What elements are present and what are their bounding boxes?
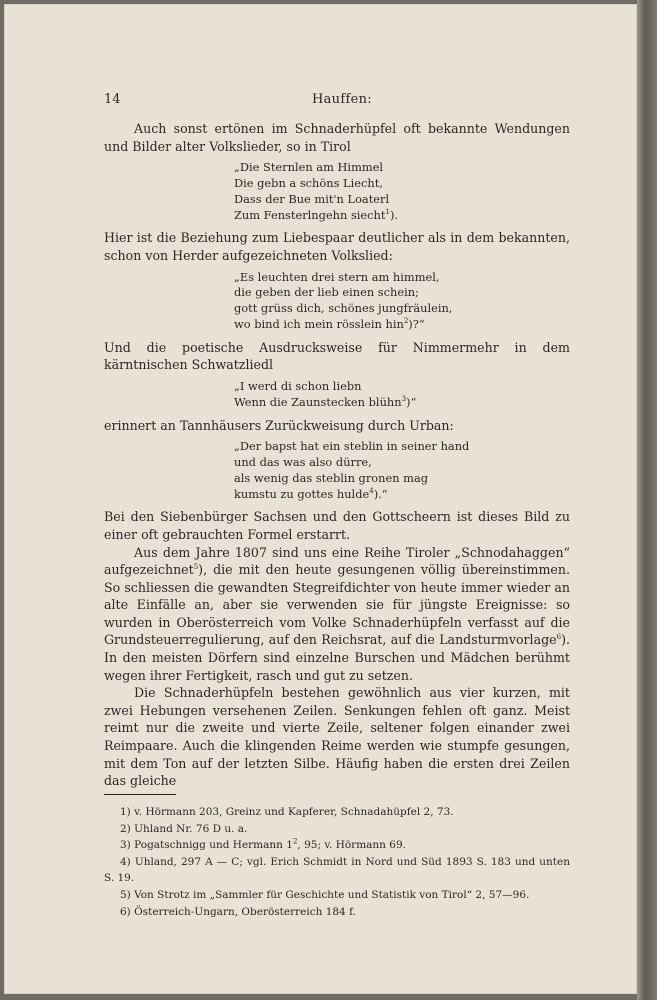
text-run: Aus dem Jahre 1807 sind uns eine Reihe Tiroler „Schnodahaggen“ aufgezeichnet	[104, 544, 570, 578]
verse-line-text: kumstu zu gottes hulde	[234, 486, 370, 501]
verse-herder	[234, 270, 570, 333]
edition-superscript: 2	[292, 837, 298, 846]
verse-kaernten	[234, 379, 570, 411]
verse-line: „Der bapst hat ein steblin in seiner hand	[234, 439, 470, 454]
verse-line-text: Zum Fensterlngehn siecht	[234, 207, 386, 222]
paragraph-intro: Auch sonst ertönen im Schnaderhüpfel oft bekannte Wendungen und Bilder alter Volkslieder, so in Tirol	[104, 121, 570, 154]
footnote-ref: 3	[401, 394, 407, 403]
verse-line	[234, 487, 570, 503]
verse-line-end: )“	[406, 394, 417, 409]
verse-tirol	[234, 160, 570, 223]
footnote-divider	[104, 794, 176, 795]
footnote-4: 4) Uhland, 297 A — C; vgl. Erich Schmidt in Nord und Süd 1893 S. 183 und unten S. 19.	[104, 855, 570, 885]
text-run: , 95; v. Hörmann 69.	[297, 839, 406, 852]
paragraph-tannhaeuser: erinnert an Tannhäusers Zurückweisung durch Urban:	[104, 417, 454, 433]
verse-line-end: ).	[389, 207, 399, 222]
verse-line-end: )?“	[408, 316, 425, 331]
verse-line: als wenig das steblin gronen mag	[234, 470, 429, 485]
verse-line: „Die Sternlen am Himmel	[234, 160, 384, 175]
paragraph-1807	[104, 544, 570, 685]
footnote-6: 6) Österreich-Ungarn, Oberösterreich 184 f.	[120, 905, 356, 918]
text-run: ). In den meisten Dörfern sind einzelne Burschen und Mädchen berühmt wegen ihrer Fertigkeit, rasch und gut zu setzen.	[104, 632, 570, 683]
paragraph-kaernten: Und die poetische Ausdrucksweise für Nimmermehr in dem kärntnischen Schwatzliedl	[104, 339, 570, 373]
verse-line: Dass der Bue mit'n Loaterl	[234, 191, 390, 206]
verse-line	[234, 317, 570, 333]
paragraph-herder: Hier ist die Beziehung zum Liebespaar deutlicher als in dem bekannten, schon von Herder aufgezeichneten Volkslied:	[104, 230, 570, 263]
verse-line: Die gebn a schöns Liecht,	[234, 175, 383, 190]
verse-tannhaeuser	[234, 439, 570, 502]
page-number: 14	[104, 92, 121, 107]
footnote-ref: 2	[403, 317, 409, 326]
text-run: 3) Pogatschnigg und Hermann 1	[120, 839, 293, 852]
verse-line-text: wo bind ich mein rösslein hin	[234, 316, 404, 331]
page-header	[104, 92, 570, 110]
footnotes	[104, 804, 570, 920]
verse-line: „Es leuchten drei stern am himmel,	[234, 269, 440, 284]
running-head: Hauffen:	[312, 92, 372, 107]
paragraph-siebenbuerger: Bei den Siebenbürger Sachsen und den Gottscheern ist dieses Bild zu einer oft gebrauchten Formel erstarrt.	[104, 509, 570, 542]
verse-line-end: ).“	[373, 486, 388, 501]
book-page	[4, 4, 637, 994]
footnote-ref: 1	[385, 207, 390, 216]
paragraph-form: Die Schnaderhüpfeln bestehen gewöhnlich aus vier kurzen, mit zwei Hebungen versehenen Zeilen. Senkungen fehlen oft ganz. Meist reimt nur die zweite und vierte Zeile, seltener folgen einander zwei Reimpaare. Auch die klingenden Reime werden wie stumpfe gesungen, mit dem Ton auf der letzten Silbe. Häufig haben die ersten drei Zeilen das gleiche	[104, 685, 570, 789]
footnote-3	[104, 837, 570, 854]
verse-line	[234, 208, 570, 224]
verse-line: und das was also dürre,	[234, 454, 372, 469]
text-run: ), die mit den heute gesungenen völlig übereinstimmen. So schliessen die gewandten Stegreifdichter von heute immer wieder an alte Einfälle an, aber sie verwenden sie für jüngste Ereignisse: so wurden in Oberösterreich vom Volke Schnaderhüpfeln verfasst auf die Grundsteuerregulierung, auf den Reichsrat, auf die Landsturmvorlage	[104, 562, 570, 648]
verse-line: gott grüss dich, schönes jungfräulein,	[234, 301, 453, 316]
footnote-ref: 5	[193, 562, 199, 571]
footnote-ref: 4	[369, 486, 374, 495]
footnote-5: 5) Von Strotz im „Sammler für Geschichte und Statistik von Tirol“ 2, 57—96.	[120, 888, 530, 901]
footnote-1: 1) v. Hörmann 203, Greinz und Kapferer, Schnadahüpfel 2, 73.	[120, 806, 454, 818]
verse-line: „I werd di schon liebn	[234, 378, 362, 393]
footnote-ref: 6	[556, 633, 562, 642]
verse-line-text: Wenn die Zaunstecken blühn	[234, 394, 402, 409]
body-text	[104, 120, 570, 790]
verse-line: die geben der lieb einen schein;	[234, 285, 419, 300]
verse-line	[234, 395, 570, 411]
book-spine-edge	[637, 0, 657, 1000]
footnote-2: 2) Uhland Nr. 76 D u. a.	[120, 822, 248, 835]
